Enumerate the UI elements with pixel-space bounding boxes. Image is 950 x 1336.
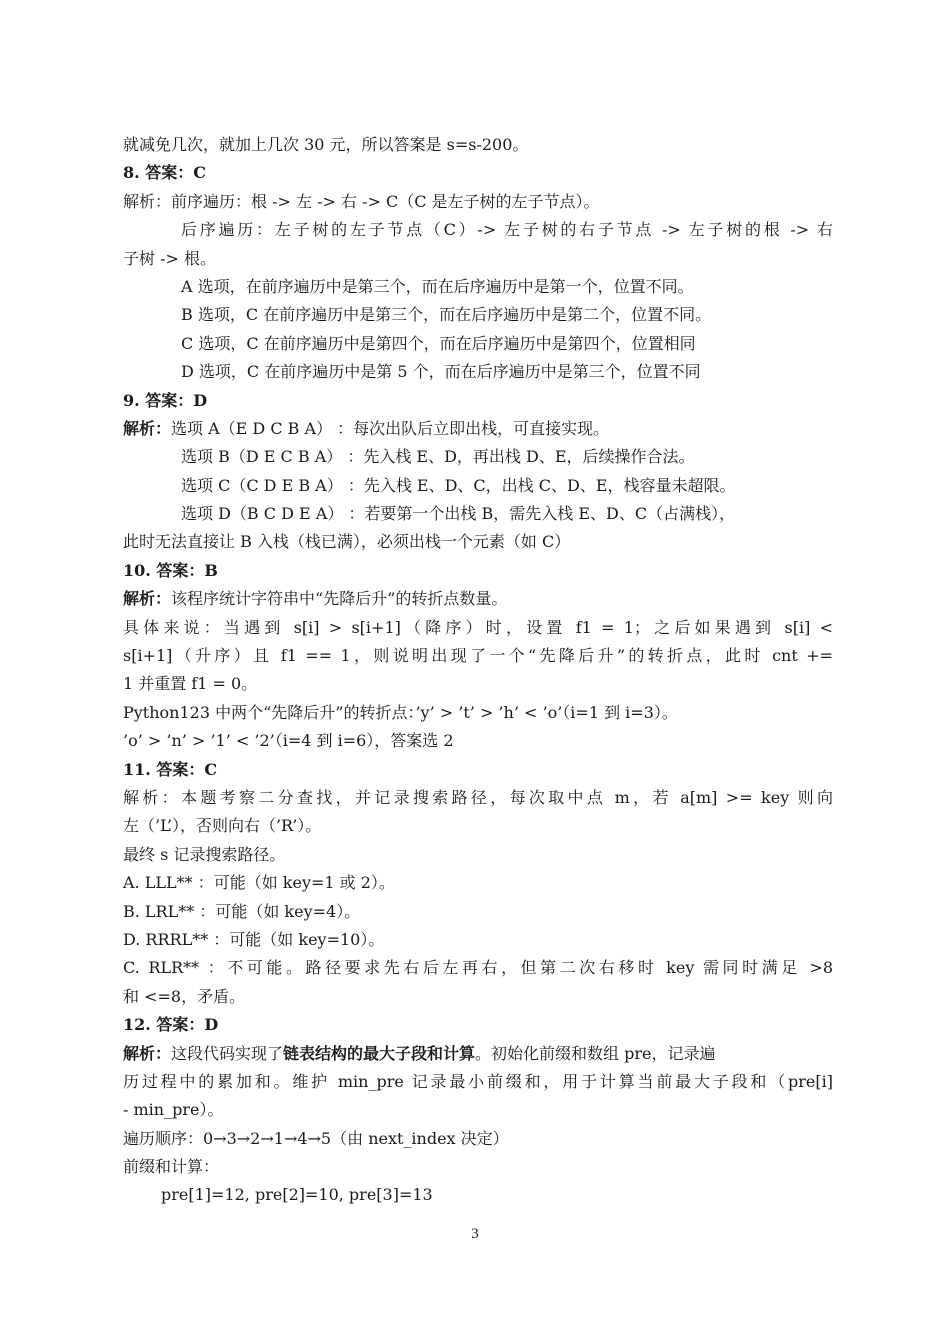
text-span: 该程序统计字符串中“先降后升”的转折点数量。 [171,589,508,609]
text-line: 具体来说：当遇到 s[i] > s[i+1]（降序）时，设置 f1 = 1；之后如果遇到 s[i] < [123,617,833,637]
text-line: D. RRRL** ：可能（如 key=10）。 [123,929,385,949]
text-span: 这段代码实现了 [171,1043,284,1063]
text-line [123,1040,833,1068]
text-line [123,415,833,443]
text-line: 1 并重置 f1 = 0。 [123,674,258,694]
text-line: 此时无法直接让 B 入栈（栈已满），必须出栈一个元素（如 C） [123,532,571,552]
text-line: - min_pre）。 [123,1100,224,1120]
text-line: C. RLR** ：不可能。路径要求先右后左再右，但第二次右移时 key 需同时满足 >8 [123,958,833,978]
text-line: 选项 B（D E C B A） ：先入栈 E、D，再出栈 D、E，后续操作合法。 [181,447,695,467]
text-line: B 选项，C 在前序遍历中是第三个，而在后序遍历中是第二个，位置不同。 [181,305,712,325]
text-line: Python123 中两个“先降后升”的转折点：’y’ > ’t’ > ’h’ < ’o’（i=1 到 i=3）。 [123,702,678,722]
document-body [123,131,833,1210]
answer-heading-12: 12. 答案：D [123,1015,219,1035]
analysis-label: 解析： [123,1043,172,1063]
text-line: 后序遍历：左子树的左子节点（C）-> 左子树的右子节点 -> 左子树的根 -> 右 [181,220,833,240]
text-line [123,585,833,613]
text-line: s[i+1]（升序）且 f1 == 1，则说明出现了一个“先降后升”的转折点，此时 cnt += [123,646,833,666]
answer-heading-8: 8. 答案：C [123,163,207,183]
text-line: ’o’ > ’n’ > ’1’ < ’2’（i=4 到 i=6），答案选 2 [123,731,454,751]
text-line: A 选项，在前序遍历中是第三个，而在后序遍历中是第一个，位置不同。 [181,276,694,296]
text-line: A. LLL** ：可能（如 key=1 或 2）。 [123,873,395,893]
text-line: 解析：本题考察二分查找，并记录搜索路径，每次取中点 m，若 a[m] >= key 则向 [123,787,833,807]
answer-heading-11: 11. 答案：C [123,759,218,779]
text-line: 解析：前序遍历：根 -> 左 -> 右 -> C（C 是左子树的左子节点）。 [123,191,600,211]
text-line: 最终 s 记录搜索路径。 [123,844,286,864]
text-line: B. LRL** ：可能（如 key=4）。 [123,901,361,921]
answer-heading-9: 9. 答案：D [123,390,208,410]
text-line: C 选项，C 在前序遍历中是第四个，而在后序遍历中是第四个，位置相同 [181,333,696,353]
text-line: pre[1]=12, pre[2]=10, pre[3]=13 [161,1185,433,1205]
analysis-label: 解析： [123,589,172,609]
text-line: 选项 C（C D E B A） ：先入栈 E、D、C，出栈 C、D、E，栈容量未超限。 [181,475,736,495]
text-span: 。初始化前缀和数组 pre，记录遍 [475,1043,716,1063]
text-span: 选项 A（E D C B A） ：每次出队后立即出栈，可直接实现。 [171,418,610,438]
analysis-label: 解析： [123,418,172,438]
text-line: 遍历顺序：0→3→2→1→4→5（由 next_index 决定） [123,1128,509,1148]
text-line: 就减免几次，就加上几次 30 元，所以答案是 s=s-200。 [123,135,529,154]
answer-heading-10: 10. 答案：B [123,560,218,580]
text-line: 历过程中的累加和。维护 min_pre 记录最小前缀和，用于计算当前最大子段和（pre[i] [123,1071,833,1091]
page-number: 3 [471,1226,479,1242]
text-line: 子树 -> 根。 [123,248,216,268]
text-line: 左（’L’），否则向右（’R’）。 [123,816,322,836]
emphasis-text: 链表结构的最大子段和计算 [283,1043,476,1063]
text-line: D 选项，C 在前序遍历中是第 5 个，而在后序遍历中是第三个，位置不同 [181,362,701,382]
text-line: 选项 D（B C D E A） ：若要第一个出栈 B，需先入栈 E、D、C（占满栈）， [181,504,736,524]
text-line: 前缀和计算： [123,1157,220,1177]
text-line: 和 <=8，矛盾。 [123,986,246,1006]
